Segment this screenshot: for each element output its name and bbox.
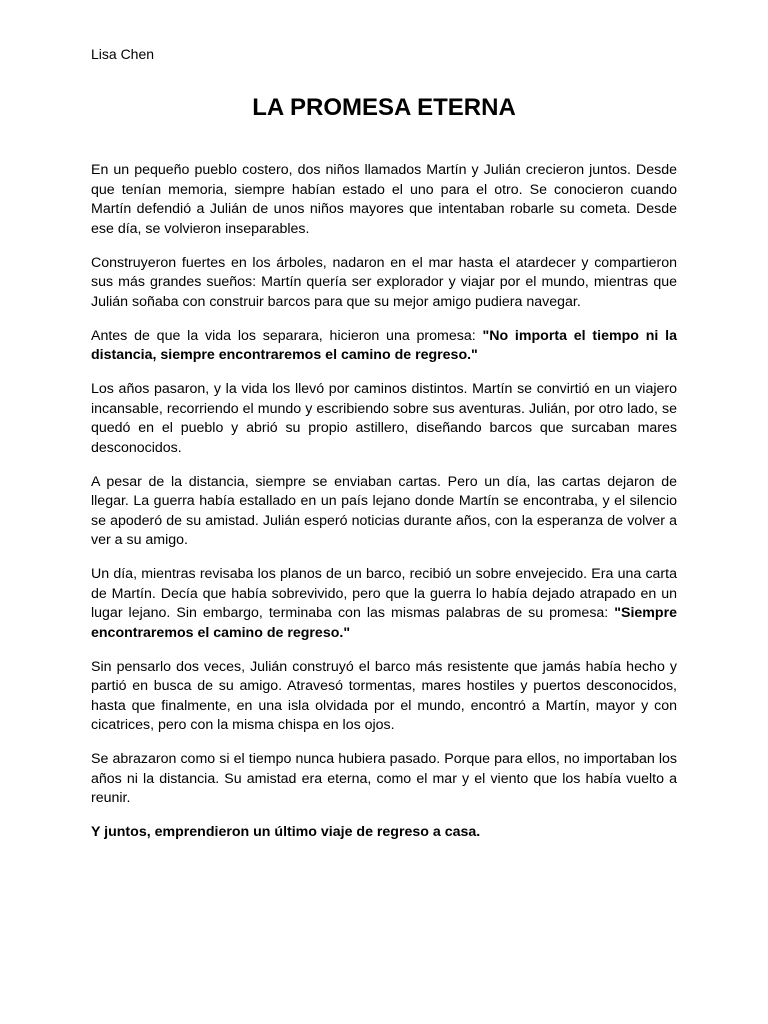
paragraph-text: Antes de que la vida los separara, hicieron una promesa: <box>91 327 483 344</box>
promise-quote: "No importa el tiempo ni la distancia, siempre encontraremos el camino de regreso." <box>91 327 677 363</box>
document-title: LA PROMESA ETERNA <box>252 94 516 121</box>
paragraph-8 <box>91 750 677 809</box>
paragraph-3 <box>91 327 677 366</box>
paragraph-5 <box>91 473 677 551</box>
paragraph-text: Se abrazaron como si el tiempo nunca hubiera pasado. Porque para ellos, no importaban los años ni la distancia. Su amistad era eterna, como el mar y el viento que los había vuelto a reunir. <box>91 751 677 806</box>
paragraph-text: A pesar de la distancia, siempre se enviaban cartas. Pero un día, las cartas dejaron de llegar. La guerra había estallado en un país lejano donde Martín se encontraba, y el silencio se apoderó de su amistad. Julián esperó noticias durante años, con la esperanza de volver a ver a su amigo. <box>91 473 677 548</box>
paragraph-text: Los años pasaron, y la vida los llevó por caminos distintos. Martín se convirtió en un viajero incansable, recorriendo el mundo y escribiendo sobre sus aventuras. Julián, por otro lado, se quedó en el pueblo y abrió su propio astillero, diseñando barcos que surcaban mares desconocidos. <box>91 381 677 456</box>
paragraph-text: Sin pensarlo dos veces, Julián construyó el barco más resistente que jamás había hecho y partió en busca de su amigo. Atravesó tormentas, mares hostiles y puertos desconocidos, hasta que finalmente, en una isla olvidada por el mundo, encontró a Martín, mayor y con cicatrices, pero con la misma chispa en los ojos. <box>91 658 677 733</box>
paragraph-6 <box>91 565 677 643</box>
paragraph-7 <box>91 658 677 736</box>
paragraph-text: En un pequeño pueblo costero, dos niños llamados Martín y Julián crecieron juntos. Desde que tenían memoria, siempre habían estado el uno para el otro. Se conocieron cuando Martín defendió a Julián de unos niños mayores que intentaban robarle su cometa. Desde ese día, se volvieron inseparables. <box>91 162 677 237</box>
paragraph-2 <box>91 254 677 313</box>
author-name: Lisa Chen <box>91 46 155 62</box>
paragraph-4 <box>91 380 677 458</box>
closing-line: Y juntos, emprendieron un último viaje de regreso a casa. <box>91 824 481 840</box>
paragraph-1 <box>91 161 677 239</box>
paragraph-text: Construyeron fuertes en los árboles, nadaron en el mar hasta el atardecer y compartieron sus más grandes sueños: Martín quería ser explorador y viajar por el mundo, mientras que Julián soñaba con construir barcos para que su mejor amigo pudiera navegar. <box>91 254 677 310</box>
paragraph-9 <box>91 823 677 843</box>
paragraph-text: Un día, mientras revisaba los planos de un barco, recibió un sobre envejecido. Era una carta de Martín. Decía que había sobrevivido, pero que la guerra lo había dejado atrapado en un lugar lejano. Sin embargo, terminaba con las mismas palabras de su promesa: <box>91 566 677 621</box>
letter-quote: "Siempre encontraremos el camino de regreso." <box>91 605 677 641</box>
document-body <box>91 161 677 857</box>
